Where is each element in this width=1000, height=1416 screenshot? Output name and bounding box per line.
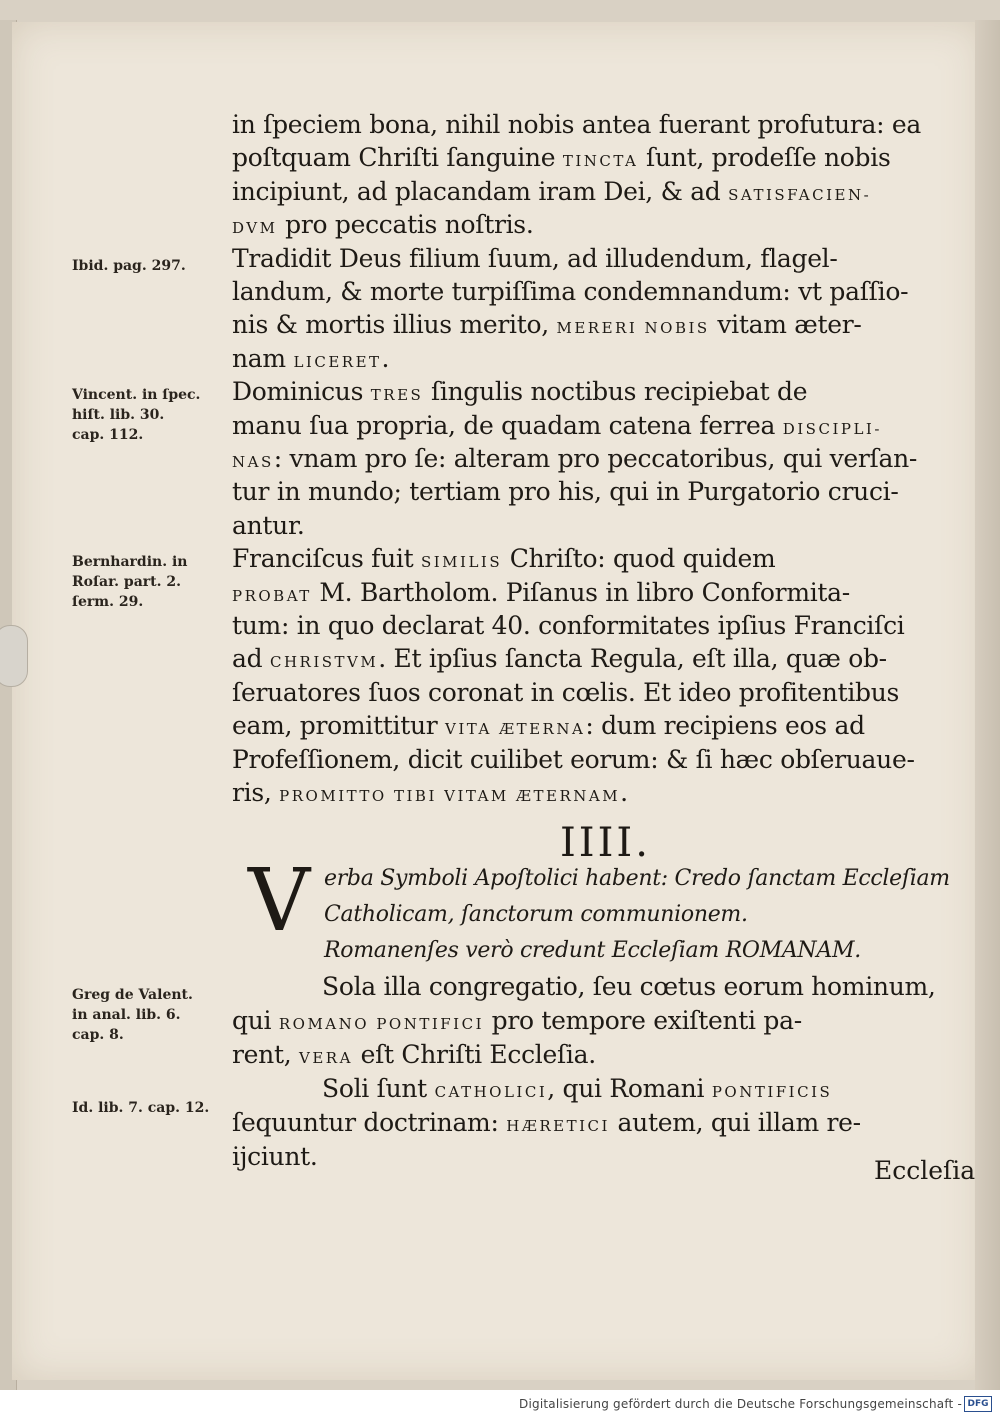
margin-note: Id. lib. 7. cap. 12. [72,1100,210,1116]
text-run: . [381,343,390,373]
text-line [232,511,305,540]
footer-credit: Digitalisierung gefördert durch die Deutsche Forschungsgemeinschaft - [519,1397,962,1411]
small-caps-text: HÆRETICI [506,1117,610,1135]
text-run: Franciſcus fuit [232,544,421,574]
small-caps-text: ROMANO PONTIFICI [278,1015,485,1033]
text-run: in ſpeciem bona, nihil nobis antea fuerant profutura: ea [232,110,921,139]
text-line [232,611,904,640]
small-caps-text: VITA ÆTERNA [445,720,586,739]
text-line [232,1040,596,1069]
text-line [232,143,890,172]
small-caps-text: LICERET [293,352,382,371]
small-caps-text: PROMITTO TIBI VITAM ÆTERNAM [279,787,621,805]
text-line [232,544,775,573]
text-run: rent, [232,1040,299,1069]
text-run: antur. [232,510,305,540]
text-line [232,745,915,774]
text-run: M. Bartholom. Piſanus in libro Conformita- [311,577,850,607]
text-line [232,244,838,273]
text-run: Sola illa congregatio, ſeu cœtus eorum hominum, [322,972,936,1001]
text-line [232,1108,861,1137]
text-run: . [620,778,628,807]
small-caps-text: PONTIFICIS [711,1083,833,1101]
text-run: : vnam pro ſe: alteram pro peccatoribus, qui verſan- [273,444,918,473]
small-caps-text: CATHOLICI [434,1083,548,1101]
text-run: manu ſua propria, de quadam catena ferrea [232,410,783,440]
text-run: ad [232,644,270,674]
small-caps-text: NAS [232,453,274,471]
text-run: ſunt, prodeſſe nobis [638,143,891,173]
text-line [232,1006,802,1035]
text-line [232,110,921,139]
text-run: vitam æter- [709,310,862,340]
text-line [322,972,936,1001]
small-caps-text: DISCIPLI- [782,419,882,438]
text-line [232,444,917,473]
text-line [232,310,862,339]
text-run: Dominicus [232,377,371,407]
text-run: Chriſto: quod quidem [502,544,776,574]
text-run: eam, promittitur [232,711,446,741]
text-run: ſeruatores ſuos coronat in cœlis. Et ideo profitentibus [232,677,900,707]
small-caps-text: TRES [370,386,424,405]
text-line [232,411,882,440]
text-run: tur in mundo; tertiam pro his, qui in Purgatorio cruci- [232,477,899,507]
text-line [232,644,887,673]
small-caps-text: SATISFACIEN- [728,185,872,204]
text-line [232,678,899,707]
text-run: ſequuntur doctrinam: [232,1108,507,1137]
text-run: ſingulis noctibus recipiebat de [423,377,808,407]
text-run: eſt Chriſti Eccleſia. [352,1040,596,1069]
text-run: autem, qui illam re- [609,1108,861,1137]
small-caps-text: SIMILIS [420,553,503,572]
text-run: . Et ipſius ſancta Regula, eſt illa, quæ ob- [378,644,887,674]
margin-note: Bernhardin. in Roſar. part. 2. ſerm. 29. [72,554,188,610]
text-line [232,210,533,239]
text-run: pro peccatis noſtris. [277,210,534,240]
text-run: Soli ſunt [322,1074,435,1103]
text-run: landum, & morte turpiſſima condemnandum: vt paſſio- [232,277,909,306]
text-run: tum: in quo declarat 40. conformitates ipſius Franciſci [232,611,905,640]
margin-note: Vincent. in ſpec. hiſt. lib. 30. cap. 112. [72,387,201,443]
catchword: Eccleſia [874,1156,976,1185]
text-run: Profeſſionem, dicit cuilibet eorum: & ſi hæc obſeruaue- [232,744,915,774]
small-caps-text: DVM [232,219,278,238]
text-run: pro tempore exiſtenti pa- [484,1006,802,1035]
text-run: , qui Romani [547,1074,712,1103]
creed-line: erba Symboli Apoſtolici habent: Credo ſanctam Eccleſiam [324,866,950,891]
small-caps-text: MERERI NOBIS [556,319,710,338]
text-run: nam [232,343,294,373]
small-caps-text: PROBAT [232,586,312,605]
margin-note: Ibid. pag. 297. [72,258,186,274]
text-run: ijciunt. [232,1142,318,1171]
section-heading: IIII. [560,820,651,866]
text-line [232,177,871,206]
text-line [232,477,899,506]
text-run: ris, [232,778,280,807]
text-line [232,1142,318,1171]
text-line [232,344,389,373]
text-line [232,711,865,740]
text-line [322,1074,832,1103]
creed-line: Catholicam, ſanctorum communionem. [324,902,748,927]
text-line [232,778,628,807]
margin-note: Greg de Valent. in anal. lib. 6. cap. 8. [72,987,193,1043]
creed-line: Romanenſes verò credunt Eccleſiam ROMANAM. [324,938,861,963]
dfg-logo-icon: DFG [964,1396,992,1412]
small-caps-text: CHRISTVM [269,653,379,672]
text-run: poſtquam Chriſti ſanguine [232,143,563,173]
drop-capital: V [248,851,311,951]
text-run: incipiunt, ad placandam iram Dei, & ad [232,176,729,206]
text-run: qui [232,1006,279,1035]
text-line [232,578,850,607]
page-edge-right [975,20,1000,1390]
small-caps-text: TINCTA [562,152,639,171]
text-line [232,377,807,406]
text-run: nis & mortis illius merito, [232,310,557,340]
small-caps-text: VERA [299,1049,353,1067]
page-clip [0,625,28,687]
text-run: : dum recipiens eos ad [585,711,865,741]
text-run: Tradidit Deus filium ſuum, ad illudendum, flagel- [232,243,838,273]
text-line [232,277,908,306]
